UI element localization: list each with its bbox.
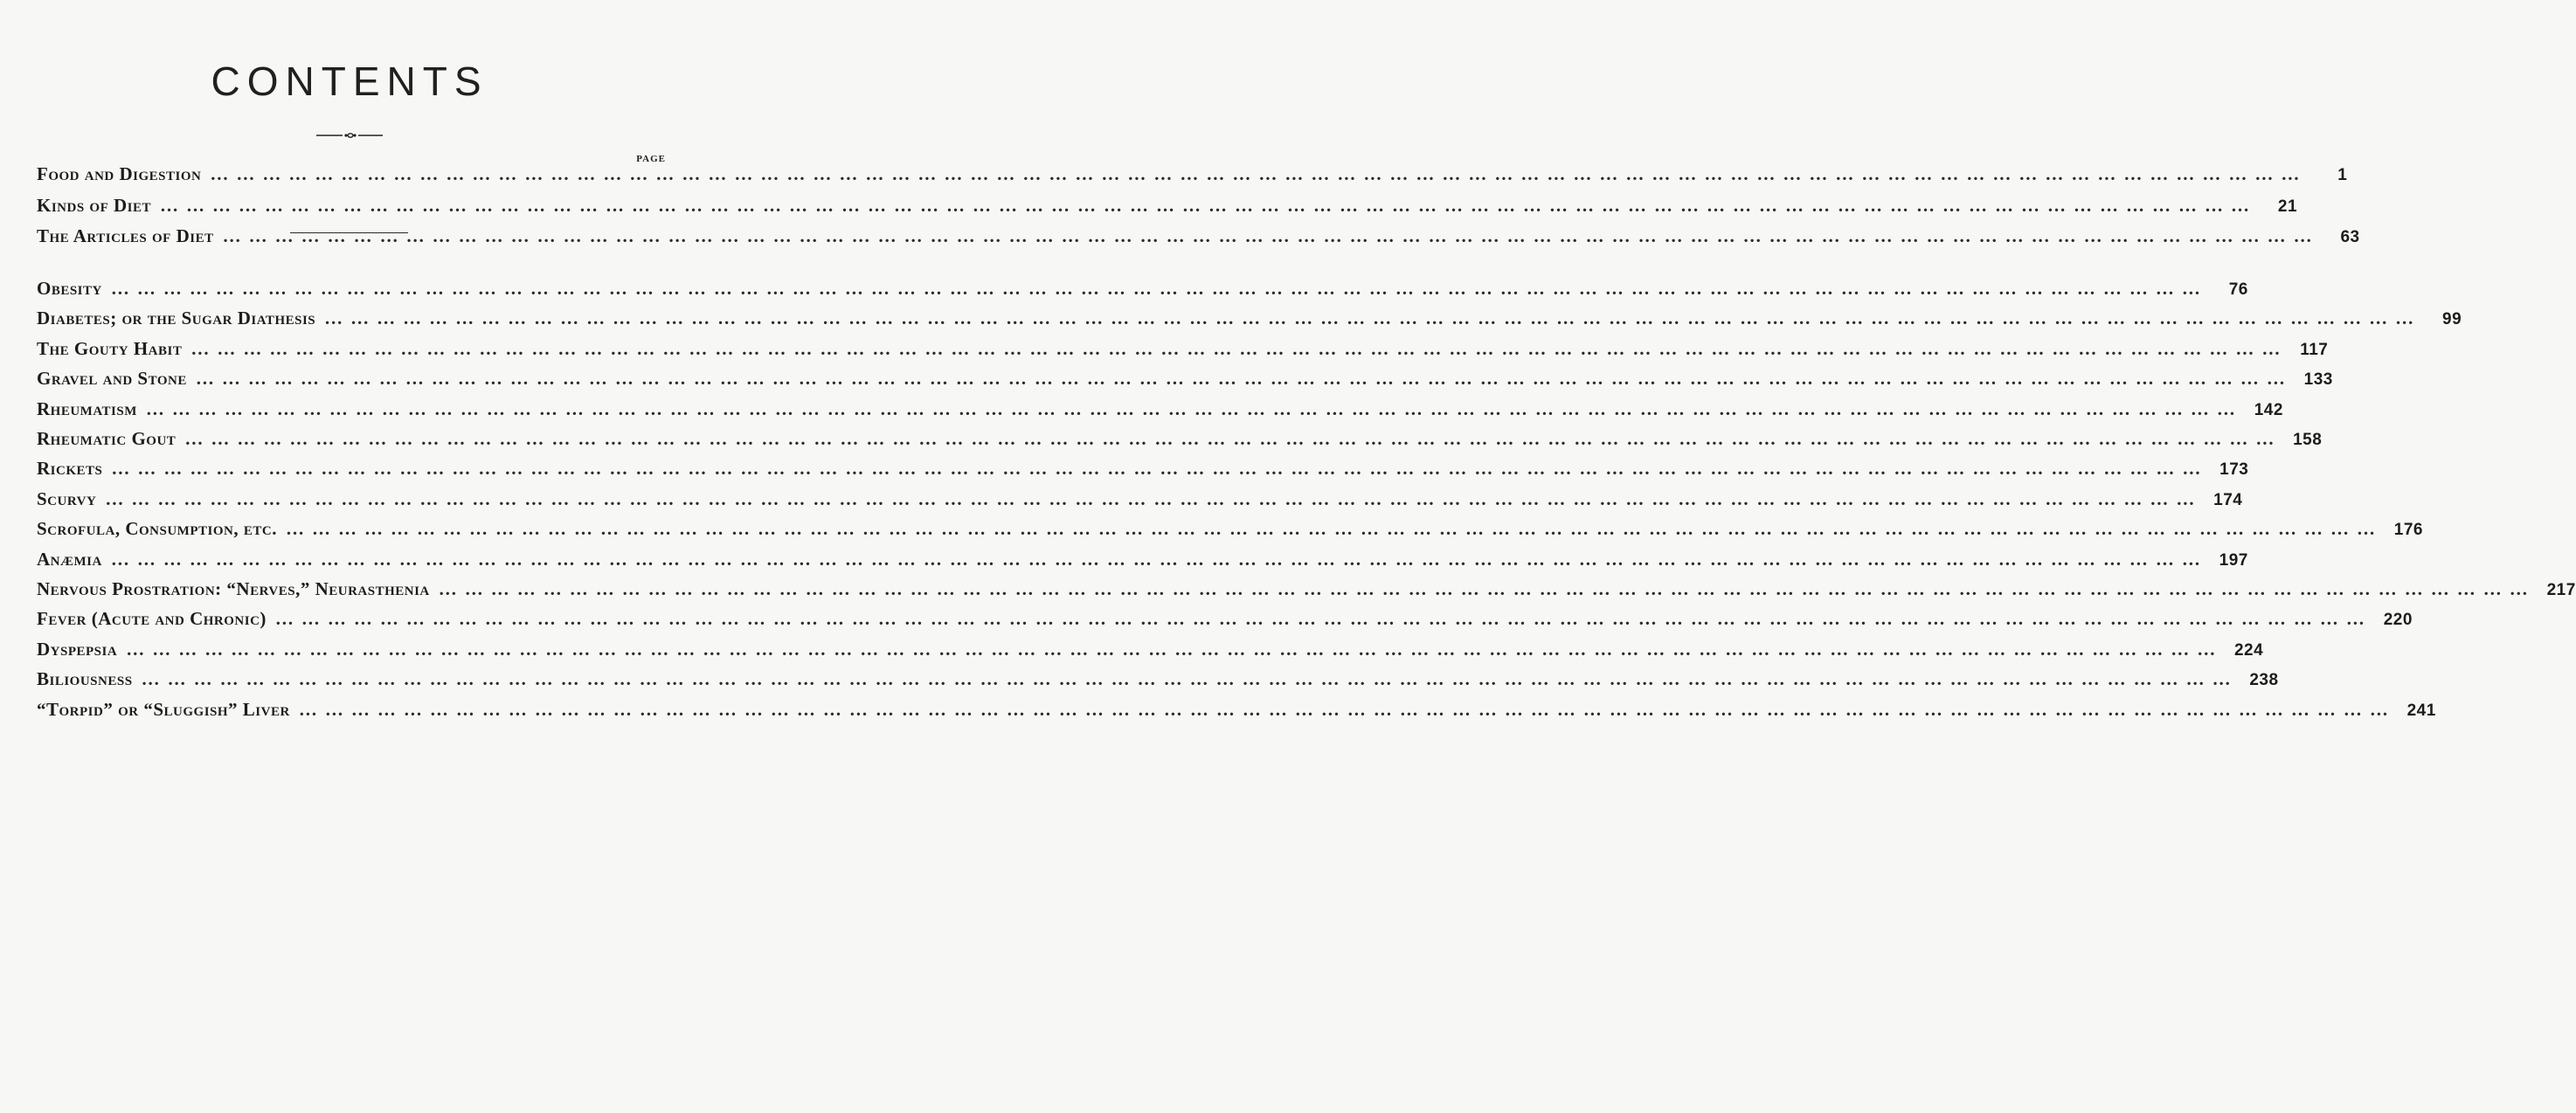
dot-leader: …………………………………………………………………………………………………………………………………………………………………………………………………………………… [222, 225, 2320, 246]
toc-entry[interactable] [37, 488, 2243, 513]
dot-leader: …………………………………………………………………………………………………………………………………………………………………………………………………………………… [298, 699, 2396, 720]
entry-page: 224 [2233, 641, 2264, 660]
entry-page: 117 [2300, 341, 2329, 359]
toc-entry[interactable] [37, 639, 2264, 663]
entry-page: 76 [2228, 280, 2248, 299]
dot-leader: …………………………………………………………………………………………………………………………………………………………………………………………………………………… [110, 549, 2208, 570]
toc-entry[interactable] [37, 225, 2360, 250]
entry-title: Food and Digestion [37, 163, 202, 184]
entry-page: 1 [2337, 166, 2348, 184]
toc-entry[interactable] [37, 163, 2348, 188]
entry-page: 176 [2393, 521, 2423, 539]
dot-leader: …………………………………………………………………………………………………………………………………………………………………………………………………………………… [126, 639, 2224, 660]
entry-page: 21 [2277, 197, 2298, 216]
section-divider [290, 232, 408, 233]
entry-title: Nervous Prostration: “Nerves,” Neurasthenia [37, 578, 430, 599]
toc-entry[interactable] [37, 458, 2249, 482]
entry-title: Rheumatic Gout [37, 428, 177, 449]
dot-leader: …………………………………………………………………………………………………………………………………………………………………………………………………………………… [111, 458, 2209, 479]
toc-entry[interactable] [37, 668, 2279, 693]
entry-title: Fever (Acute and Chronic) [37, 608, 267, 629]
dot-leader: …………………………………………………………………………………………………………………………………………………………………………………………………………………… [324, 308, 2422, 328]
entry-page: 197 [2219, 551, 2248, 570]
entry-title: Kinds of Diet [37, 195, 152, 216]
entry-page: 99 [2442, 310, 2462, 328]
dot-leader: …………………………………………………………………………………………………………………………………………………………………………………………………………………… [190, 338, 2289, 359]
dot-leader: …………………………………………………………………………………………………………………………………………………………………………………………………………………… [438, 578, 2536, 599]
entry-page: 217 [2546, 581, 2576, 599]
page-column-label: PAGE [636, 154, 666, 164]
toc-entry[interactable] [37, 368, 2333, 392]
title-ornament [315, 133, 384, 138]
dot-leader: …………………………………………………………………………………………………………………………………………………………………………………………………………………… [210, 163, 2308, 184]
toc-entry[interactable] [37, 308, 2462, 332]
toc-entry[interactable] [37, 578, 2576, 603]
toc-entry[interactable] [37, 398, 2283, 423]
entry-page: 133 [2303, 370, 2333, 389]
entry-page: 174 [2213, 491, 2243, 509]
entry-page: 158 [2293, 431, 2323, 449]
entry-title: Anæmia [37, 549, 102, 570]
toc-entry[interactable] [37, 518, 2423, 543]
entry-page: 173 [2219, 460, 2249, 479]
entry-page: 142 [2254, 401, 2283, 419]
entry-page: 63 [2340, 228, 2360, 246]
entry-title: Dyspepsia [37, 639, 118, 660]
toc-entry[interactable] [37, 278, 2248, 302]
entry-title: The Gouty Habit [37, 338, 183, 359]
toc-entry[interactable] [37, 195, 2298, 219]
entry-page: 238 [2249, 671, 2279, 689]
dot-leader: …………………………………………………………………………………………………………………………………………………………………………………………………………………… [141, 668, 2239, 689]
toc-entry[interactable] [37, 608, 2413, 633]
entry-title: Rickets [37, 458, 103, 479]
toc-entry[interactable] [37, 549, 2248, 573]
dot-leader: …………………………………………………………………………………………………………………………………………………………………………………………………………………… [145, 398, 2243, 419]
entry-title: Obesity [37, 278, 102, 299]
page-title: CONTENTS [211, 59, 488, 104]
dot-leader: …………………………………………………………………………………………………………………………………………………………………………………………………………………… [274, 608, 2372, 629]
dot-leader: …………………………………………………………………………………………………………………………………………………………………………………………………………………… [105, 488, 2203, 509]
entry-title: Diabetes; or the Sugar Diathesis [37, 308, 316, 328]
entry-title: The Articles of Diet [37, 225, 214, 246]
toc-entry[interactable] [37, 699, 2436, 723]
entry-title: “Torpid” or “Sluggish” Liver [37, 699, 290, 720]
entry-title: Scrofula, Consumption, etc. [37, 518, 277, 539]
toc-entry[interactable] [37, 338, 2329, 363]
entry-title: Biliousness [37, 668, 133, 689]
entry-title: Gravel and Stone [37, 368, 187, 389]
toc-entry[interactable] [37, 428, 2323, 453]
dot-leader: …………………………………………………………………………………………………………………………………………………………………………………………………………………… [184, 428, 2282, 449]
entry-title: Rheumatism [37, 398, 137, 419]
dot-leader: …………………………………………………………………………………………………………………………………………………………………………………………………………………… [110, 278, 2208, 299]
entry-title: Scurvy [37, 488, 97, 509]
entry-page: 241 [2406, 702, 2436, 720]
entry-page: 220 [2383, 611, 2413, 629]
dot-leader: …………………………………………………………………………………………………………………………………………………………………………………………………………………… [160, 195, 2258, 216]
dot-leader: …………………………………………………………………………………………………………………………………………………………………………………………………………………… [285, 518, 2383, 539]
dot-leader: …………………………………………………………………………………………………………………………………………………………………………………………………………………… [195, 368, 2293, 389]
